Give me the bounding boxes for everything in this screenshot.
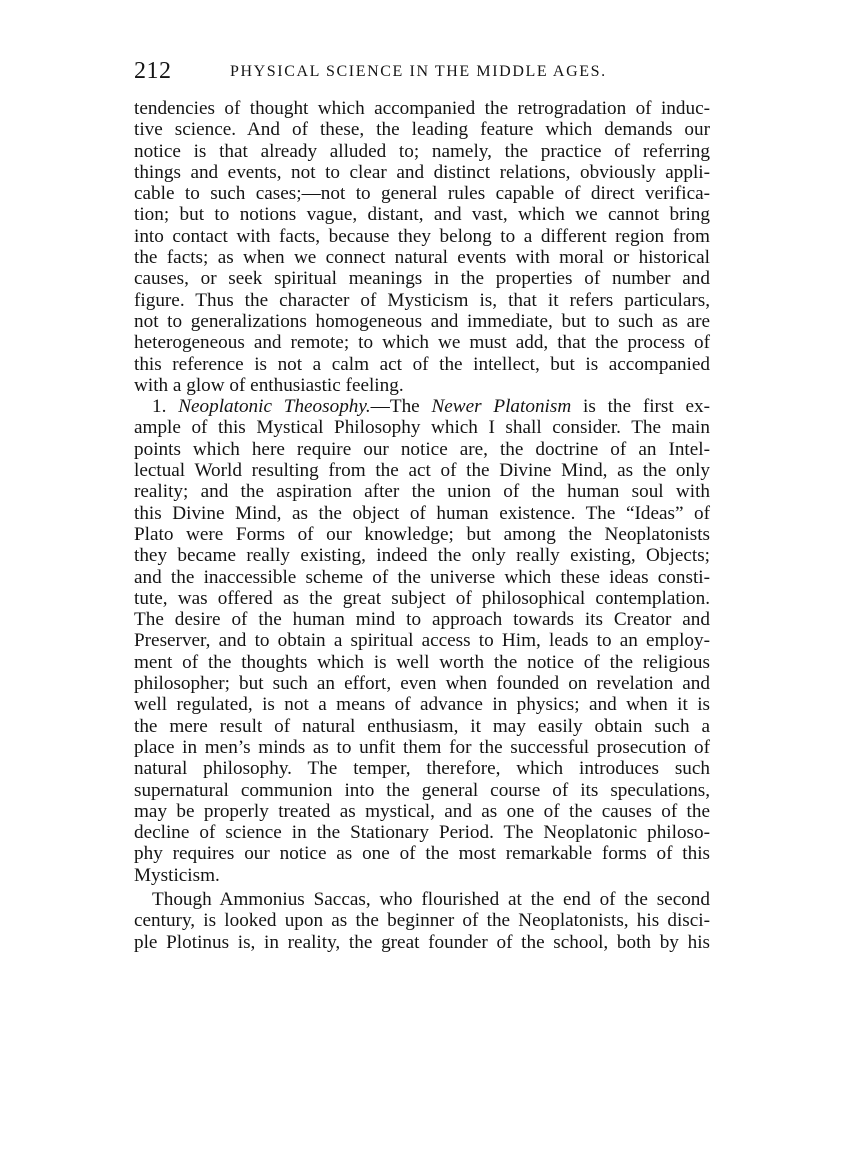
text-line: and the inaccessible scheme of the universe which these ideas consti-: [134, 566, 710, 588]
text-line: cable to such cases;—not to general rules capable of direct verifica-: [134, 183, 710, 205]
text-line: notice is that already alluded to; namely, the practice of referring: [134, 140, 710, 162]
text-line: tendencies of thought which accompanied the retrogradation of induc-: [134, 98, 710, 119]
running-head: [134, 58, 710, 88]
paragraph-1: [134, 98, 710, 396]
text-line: into contact with facts, because they belong to a different region from: [134, 225, 710, 247]
text-line: reality; and the aspiration after the union of the human soul with: [134, 481, 710, 503]
text-line: well regulated, is not a means of advance in physics; and when it is: [134, 694, 710, 716]
text-line: may be properly treated as mystical, and as one of the causes of the: [134, 800, 710, 822]
text-line: things and events, not to clear and distinct relations, obviously appli-: [134, 161, 710, 183]
text-line: heterogeneous and remote; to which we must add, that the process of: [134, 332, 710, 354]
text-line: Mysticism.: [134, 864, 220, 886]
paragraph-3: [134, 889, 710, 953]
text-line: ment of the thoughts which is well worth the notice of the religious: [134, 651, 710, 673]
italic-term: Newer Platonism: [431, 396, 572, 418]
section-number: 1.: [152, 396, 167, 418]
book-page: [134, 58, 710, 953]
section-heading: Neoplatonic Theosophy.: [178, 396, 371, 418]
text-line: this reference is not a calm act of the intellect, but is accompanied: [134, 353, 710, 375]
text-line: philosopher; but such an effort, even when founded on revelation and: [134, 673, 710, 695]
text-line: with a glow of enthusiastic feeling.: [134, 374, 404, 396]
text-line: the facts; as when we connect natural events with moral or historical: [134, 247, 710, 269]
text-line: ample of this Mystical Philosophy which I shall consider. The main: [134, 417, 710, 439]
text-line: tute, was offered as the great subject of philosophical contemplation.: [134, 587, 710, 609]
text-line: phy requires our notice as one of the most remarkable forms of this: [134, 843, 710, 865]
text-line: tion; but to notions vague, distant, and vast, which we cannot bring: [134, 204, 710, 226]
text-line: The desire of the human mind to approach towards its Creator and: [134, 609, 710, 631]
text-line: lectual World resulting from the act of the Divine Mind, as the only: [134, 460, 710, 482]
heading-dash: —The: [370, 396, 420, 418]
text-line: they became really existing, indeed the only really existing, Objects;: [134, 545, 710, 567]
text-line: supernatural communion into the general course of its speculations,: [134, 779, 710, 801]
text-line: Plato were Forms of our knowledge; but among the Neoplatonists: [134, 523, 710, 545]
text-line: this Divine Mind, as the object of human existence. The “Ideas” of: [134, 502, 710, 524]
paragraph-2: [134, 396, 710, 886]
text-line: century, is looked upon as the beginner of the Neoplatonists, his disci-: [134, 910, 710, 932]
text-line: Though Ammonius Saccas, who flourished at the end of the second: [152, 888, 710, 910]
text-line: figure. Thus the character of Mysticism is, that it refers particulars,: [134, 289, 710, 311]
text-line: the mere result of natural enthusiasm, it may easily obtain such a: [134, 715, 710, 737]
text-line: tive science. And of these, the leading feature which demands our: [134, 119, 710, 141]
text-line: natural philosophy. The temper, therefore, which introduces such: [134, 758, 710, 780]
text-line: ple Plotinus is, in reality, the great founder of the school, both by his: [134, 931, 710, 953]
text-line: decline of science in the Stationary Period. The Neoplatonic philoso-: [134, 822, 710, 844]
page-number: 212: [134, 58, 172, 84]
text-line: Preserver, and to obtain a spiritual access to Him, leads to an employ-: [134, 630, 710, 652]
text-line: not to generalizations homogeneous and immediate, but to such as are: [134, 310, 710, 332]
text-line: causes, or seek spiritual meanings in the properties of number and: [134, 268, 710, 290]
text-line: place in men’s minds as to unfit them for the successful prosecution of: [134, 736, 710, 758]
running-title: PHYSICAL SCIENCE IN THE MIDDLE AGES.: [230, 63, 607, 80]
section-heading-line: [134, 396, 710, 417]
text-line: points which here require our notice are, the doctrine of an Intel-: [134, 438, 710, 460]
line-rest: is the first ex-: [583, 396, 711, 418]
body-text: [134, 98, 710, 953]
